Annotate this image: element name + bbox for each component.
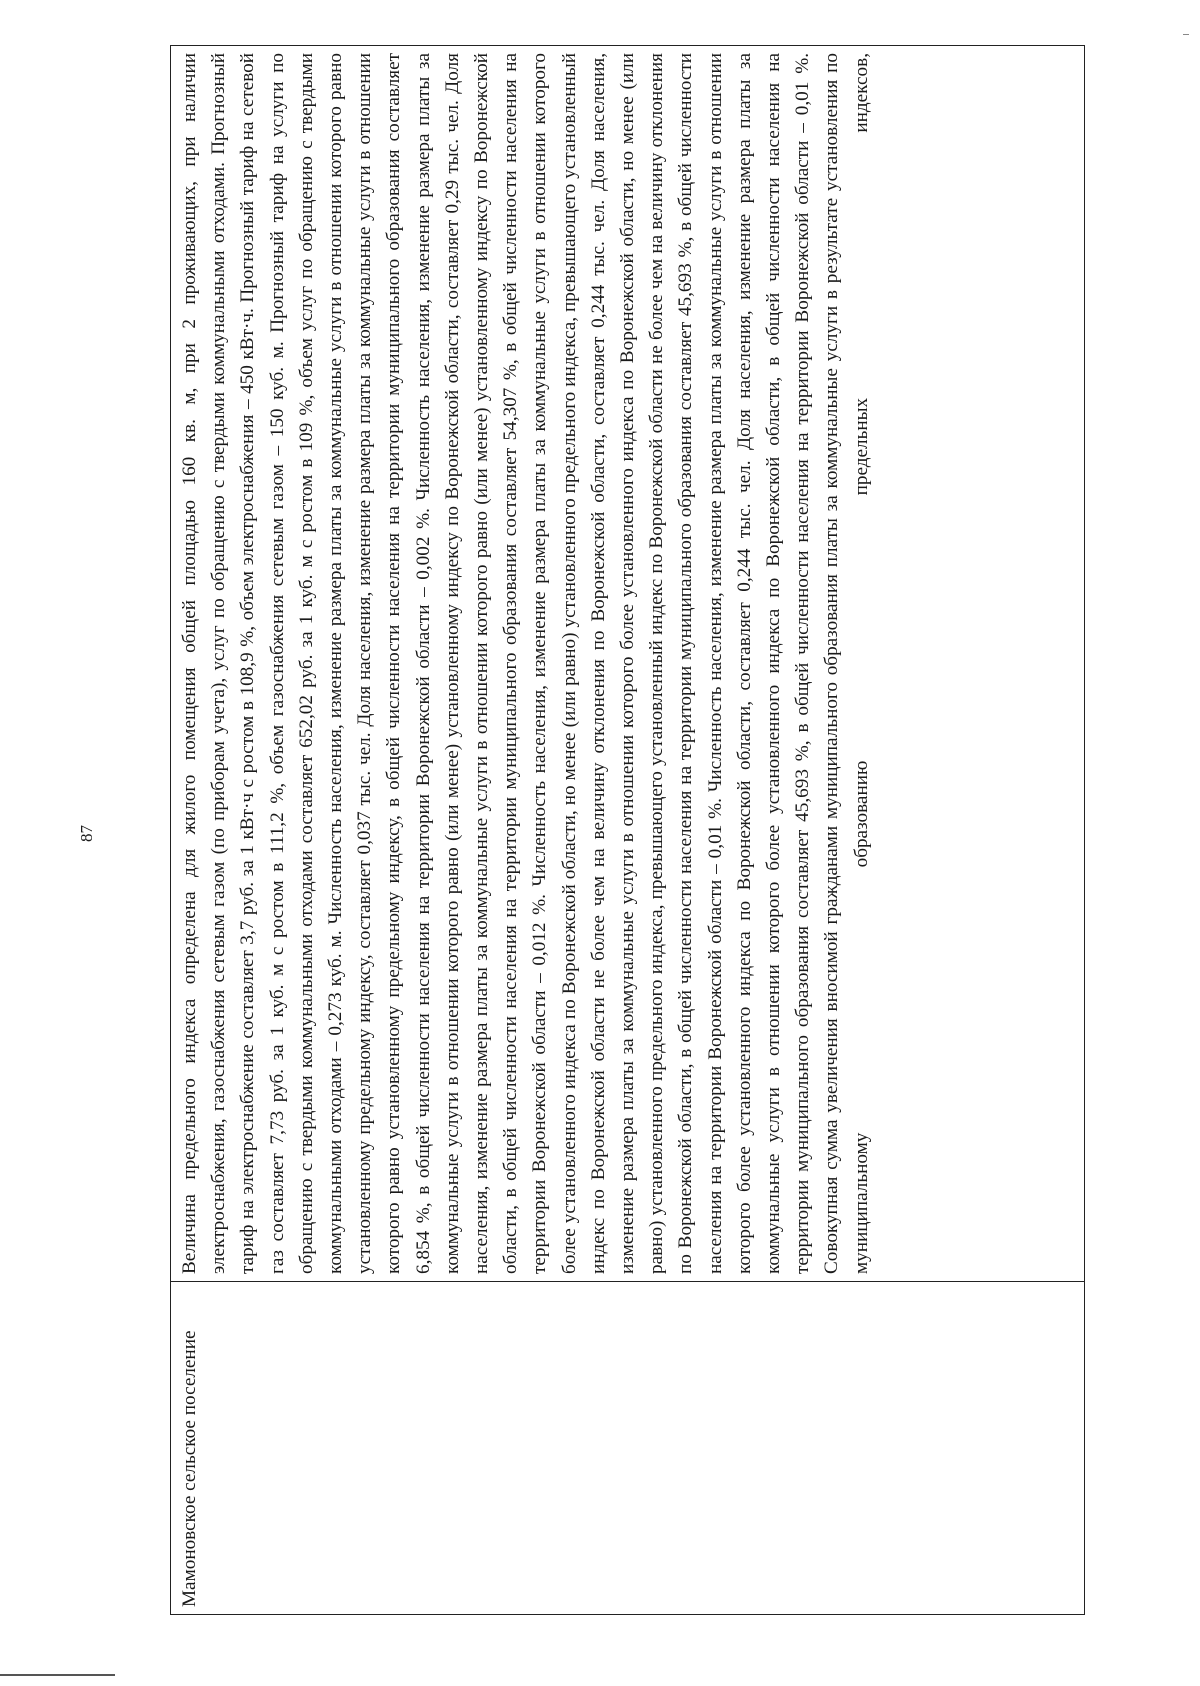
description-cell bbox=[171, 46, 1085, 1282]
page-number: 87 bbox=[77, 825, 96, 842]
municipality-cell bbox=[171, 1282, 1085, 1615]
rotated-table-container bbox=[170, 45, 1085, 1615]
table-row bbox=[171, 46, 1085, 1615]
municipality-name: Мамоновское сельское поселение bbox=[179, 1330, 200, 1607]
scan-artifact-line bbox=[0, 1674, 115, 1676]
index-table bbox=[170, 45, 1085, 1615]
scan-corner-mark bbox=[1183, 34, 1189, 35]
description-text: Величина предельного индекса определена для жилого помещения общей площадью 160 кв. м, при 2 проживающих, при наличии электроснабжения, газоснабжения сетевым газом (по приборам учета), услуг по обращению с твердыми коммунальными отходами. Прогнозный тариф на электроснабжение составляет 3,7 руб. за 1 кВт·ч с ростом в 108,9 %, объем электроснабжения – 450 кВт·ч. Прогнозный тариф на сетевой газ составляет 7,73 руб. за 1 куб. м с ростом в 111,2 %, объем газоснабжения сетевым газом – 150 куб. м. Прогнозный тариф на услуги по обращению с твердыми коммунальными отходами составляет 652,02 руб. за 1 куб. м с ростом в 109 %, объем услуг по обращению с твердыми коммунальными отходами – 0,273 куб. м. Численность населения, изменение размера платы за коммунальные услуги в отношении которого равно установленному предельному индексу, составляет 0,037 тыс. чел. Доля населения, изменение размера платы за коммунальные услуги в отношении которого равно установленному предельному индексу, в общей численности населения на территории муниципального образования составляет 6,854 %, в общей численности населения на территории Воронежской области – 0,002 %. Численность населения, изменение размера платы за коммунальные услуги в отношении которого равно (или менее) установленному индексу по Воронежской области, составляет 0,29 тыс. чел. Доля населения, изменение размера платы за коммунальные услуги в отношении которого равно (или менее) установленному индексу по Воронежской области, в общей численности населения на территории муниципального образования составляет 54,307 %, в общей численности населения на территории Воронежской области – 0,012 %. Численность населения, изменение размера платы за коммунальные услуги в отношении которого более установленного индекса по Воронежской области, но менее (или равно) установленного предельного индекса, превышающего установленный индекс по Воронежской области не более чем на величину отклонения по Воронежской области, составляет 0,244 тыс. чел. Доля населения, изменение размера платы за коммунальные услуги в отношении которого более установленного индекса по Воронежской области, но менее (или равно) установленного предельного индекса, превышающего установленный индекс по Воронежской области не более чем на величину отклонения по Воронежской области, в общей численности населения на территории муниципального образования составляет 45,693 %, в общей численности населения на территории Воронежской области – 0,01 %. Численность населения, изменение размера платы за коммунальные услуги в отношении которого более установленного индекса по Воронежской области, составляет 0,244 тыс. чел. Доля населения, изменение размера платы за коммунальные услуги в отношении которого более установленного индекса по Воронежской области, в общей численности населения на территории муниципального образования составляет 45,693 %, в общей численности населения на территории Воронежской области – 0,01 %. Совокупная сумма увеличения вносимой гражданами муниципального образования платы за коммунальные услуги в результате установления по муниципальному образованию предельных индексов, bbox=[179, 53, 872, 1274]
